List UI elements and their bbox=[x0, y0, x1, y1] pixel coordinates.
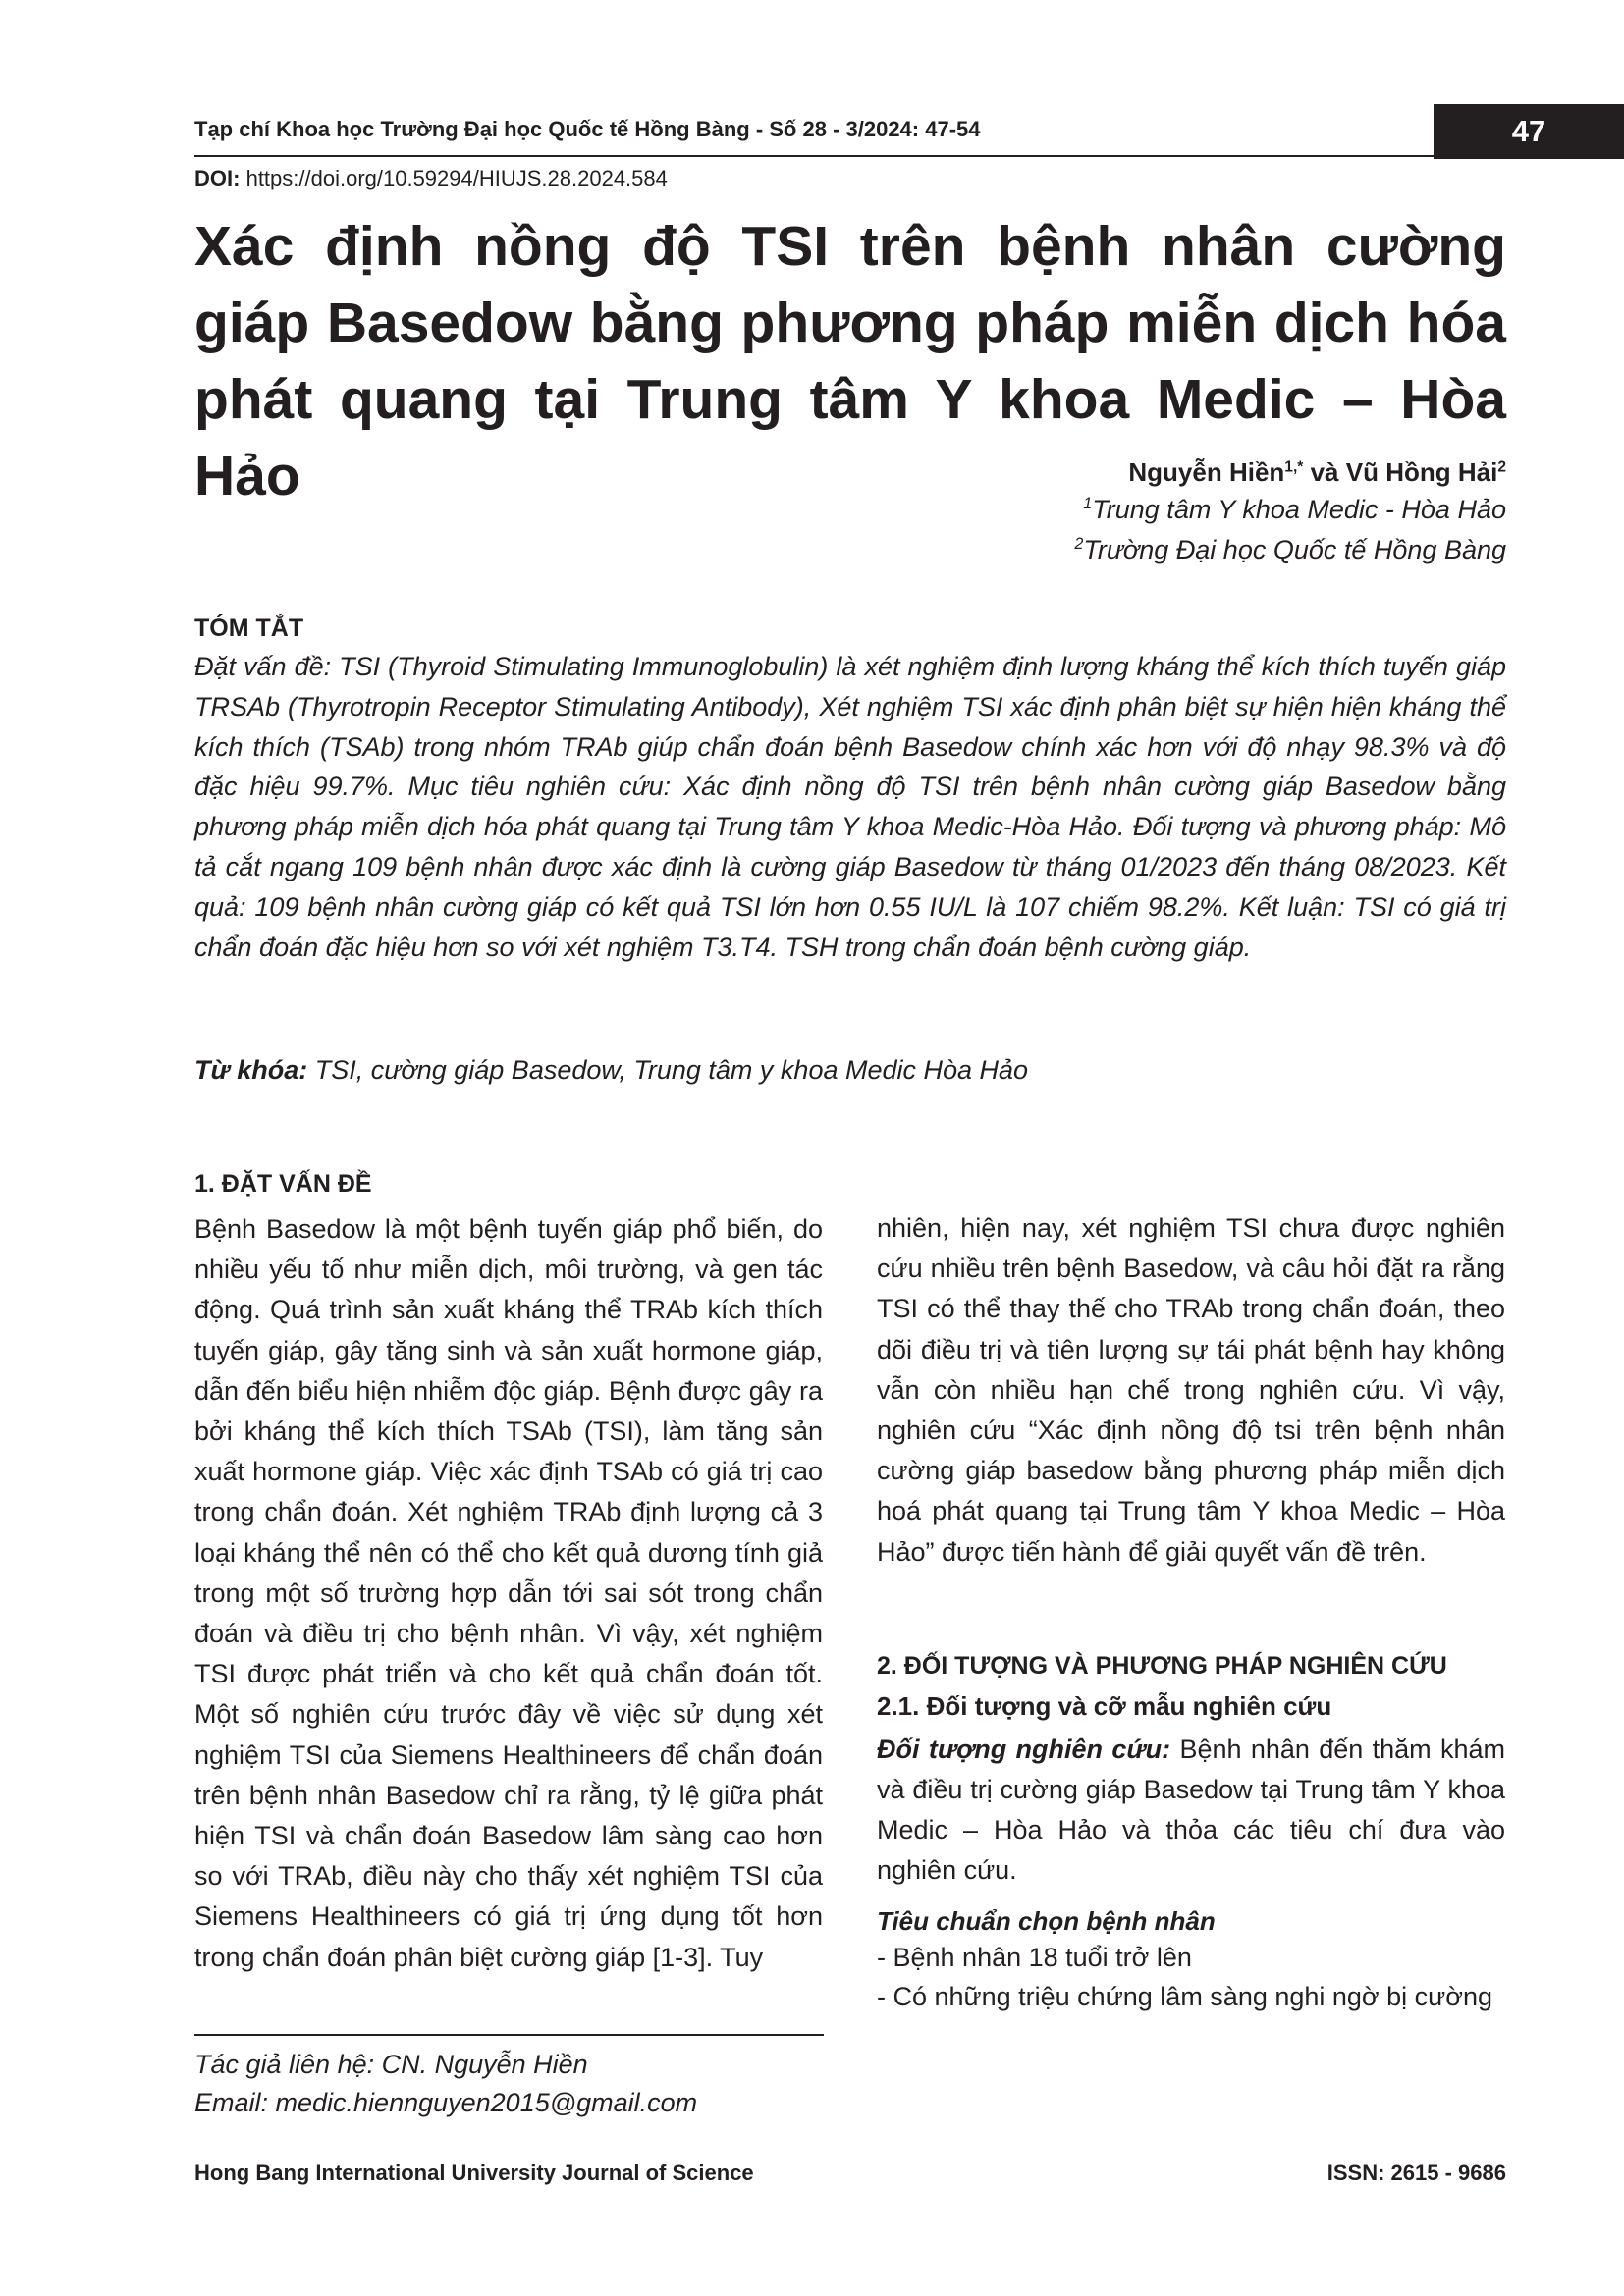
section-1-heading: 1. ĐẶT VẤN ĐỀ bbox=[194, 1170, 372, 1198]
header-rule bbox=[194, 155, 1434, 157]
corresponding-email[interactable]: Email: medic.hiennguyen2015@gmail.com bbox=[194, 2088, 698, 2117]
criteria-item: - Bệnh nhân 18 tuổi trở lên bbox=[877, 1943, 1192, 1972]
affiliation-2 bbox=[1074, 535, 1506, 565]
study-subject-text: Bệnh nhân đến thăm khám và điều trị cường giáp Basedow tại Trung tâm Y khoa Medic – Hòa Hảo và thỏa các tiêu chí đưa vào nghiên cứu. bbox=[877, 1735, 1505, 1885]
author-1: Nguyễn Hiền bbox=[1128, 457, 1285, 487]
page-number: 47 bbox=[1434, 104, 1624, 159]
section-2-heading: 2. ĐỐI TƯỢNG VÀ PHƯƠNG PHÁP NGHIÊN CỨU bbox=[877, 1652, 1447, 1680]
criteria-item: - Có những triệu chứng lâm sàng nghi ngờ bị cường bbox=[877, 1982, 1492, 2011]
doi-link[interactable]: https://doi.org/10.59294/HIUJS.28.2024.584 bbox=[245, 166, 668, 190]
author-1-affiliation-mark: 1,* bbox=[1284, 458, 1304, 476]
footer-journal-name: Hong Bang International University Journal of Science bbox=[194, 2161, 754, 2185]
criteria-heading: Tiêu chuẩn chọn bệnh nhân bbox=[877, 1906, 1216, 1936]
study-subject-lead: Đối tượng nghiên cứu: bbox=[877, 1735, 1171, 1764]
author-line bbox=[1128, 457, 1506, 488]
author-2: Vũ Hồng Hải bbox=[1345, 457, 1498, 487]
section-1-right-column: nhiên, hiện nay, xét nghiệm TSI chưa được nghiên cứu nhiều trên bệnh Basedow, và câu hỏi đặt ra rằng TSI có thể thay thế cho TRAb trong chẩn đoán, theo dõi điều trị và tiên lượng sự tái phát bệnh hay không vẫn còn nhiều hạn chế trong nghiên cứu. Vì vậy, nghiên cứu “Xác định nồng độ tsi trên bệnh nhân cường giáp basedow bằng phương pháp miễn dịch hoá phát quang tại Trung tâm Y khoa Medic – Hòa Hảo” được tiến hành để giải quyết vấn đề trên. bbox=[877, 1213, 1505, 1567]
abstract-heading: TÓM TẮT bbox=[194, 614, 304, 642]
footer-issn: ISSN: 2615 - 9686 bbox=[1326, 2161, 1506, 2185]
author-join: và bbox=[1303, 457, 1346, 487]
affiliation-1-mark: 1 bbox=[1083, 495, 1093, 512]
author-2-affiliation-mark: 2 bbox=[1497, 458, 1506, 476]
keywords-line bbox=[194, 1055, 1506, 1086]
abstract-body: Đặt vấn đề: TSI (Thyroid Stimulating Immunoglobulin) là xét nghiệm định lượng kháng thể kích thích tuyến giáp TRSAb (Thyrotropin Receptor Stimulating Antibody), Xét nghiệm TSI xác định phân biệt sự hiện hiện kháng thể kích thích (TSAb) trong nhóm TRAb giúp chẩn đoán bệnh Basedow chính xác hơn với độ nhạy 98.3% và độ đặc hiệu 99.7%. Mục tiêu nghiên cứu: Xác định nồng độ TSI trên bệnh nhân cường giáp Basedow bằng phương pháp miễn dịch hóa phát quang tại Trung tâm Y khoa Medic-Hòa Hảo. Đối tượng và phương pháp: Mô tả cắt ngang 109 bệnh nhân được xác định là cường giáp Basedow từ tháng 01/2023 đến tháng 08/2023. Kết quả: 109 bệnh nhân cường giáp có kết quả TSI lớn hơn 0.55 IU/L là 107 chiếm 98.2%. Kết luận: TSI có giá trị chẩn đoán đặc hiệu hơn so với xét nghiệm T3.T4. TSH trong chẩn đoán bệnh cường giáp. bbox=[194, 652, 1506, 962]
doi-line bbox=[194, 166, 668, 191]
doi-label: DOI: bbox=[194, 166, 241, 190]
journal-header: Tạp chí Khoa học Trường Đại học Quốc tế Hồng Bàng - Số 28 - 3/2024: 47-54 bbox=[194, 117, 981, 141]
affiliation-1-text: Trung tâm Y khoa Medic - Hòa Hảo bbox=[1092, 495, 1506, 524]
article-title: Xác định nồng độ TSI trên bệnh nhân cường giáp Basedow bằng phương pháp miễn dịch hóa phát quang tại Trung tâm Y khoa Medic – Hòa Hảo bbox=[194, 215, 1506, 507]
section-1-left-column: Bệnh Basedow là một bệnh tuyến giáp phổ biến, do nhiều yếu tố như miễn dịch, môi trường, và gen tác động. Quá trình sản xuất kháng thể TRAb kích thích tuyến giáp, gây tăng sinh và sản xuất hormone giáp, dẫn đến biểu hiện nhiễm độc giáp. Bệnh được gây ra bởi kháng thể kích thích TSAb (TSI), làm tăng sản xuất hormone giáp. Việc xác định TSAb có giá trị cao trong chẩn đoán. Xét nghiệm TRAb định lượng cả 3 loại kháng thể nên có thể cho kết quả dương tính giả trong một số trường hợp dẫn tới sai sót trong chẩn đoán và điều trị cho bệnh nhân. Vì vậy, xét nghiệm TSI được phát triển và cho kết quả chẩn đoán tốt. Một số nghiên cứu trước đây về việc sử dụng xét nghiệm TSI của Siemens Healthineers để chẩn đoán trên bệnh nhân Basedow chỉ ra rằng, tỷ lệ giữa phát hiện TSI và chẩn đoán Basedow lâm sàng cao hơn so với TRAb, điều này cho thấy xét nghiệm TSI của Siemens Healthineers có giá trị ứng dụng tốt hơn trong chẩn đoán phân biệt cường giáp [1-3]. Tuy bbox=[194, 1214, 823, 1972]
corresponding-author: Tác giả liên hệ: CN. Nguyễn Hiền bbox=[194, 2050, 588, 2079]
keywords-label: Từ khóa: bbox=[194, 1055, 308, 1085]
keywords-value: TSI, cường giáp Basedow, Trung tâm y khoa Medic Hòa Hảo bbox=[307, 1055, 1029, 1085]
study-subject-paragraph bbox=[877, 1730, 1505, 1891]
footnote-rule bbox=[194, 2034, 824, 2036]
affiliation-2-text: Trường Đại học Quốc tế Hồng Bàng bbox=[1083, 535, 1506, 564]
affiliation-1 bbox=[1083, 495, 1506, 525]
section-2-1-heading: 2.1. Đối tượng và cỡ mẫu nghiên cứu bbox=[877, 1691, 1332, 1721]
affiliation-2-mark: 2 bbox=[1074, 535, 1084, 553]
